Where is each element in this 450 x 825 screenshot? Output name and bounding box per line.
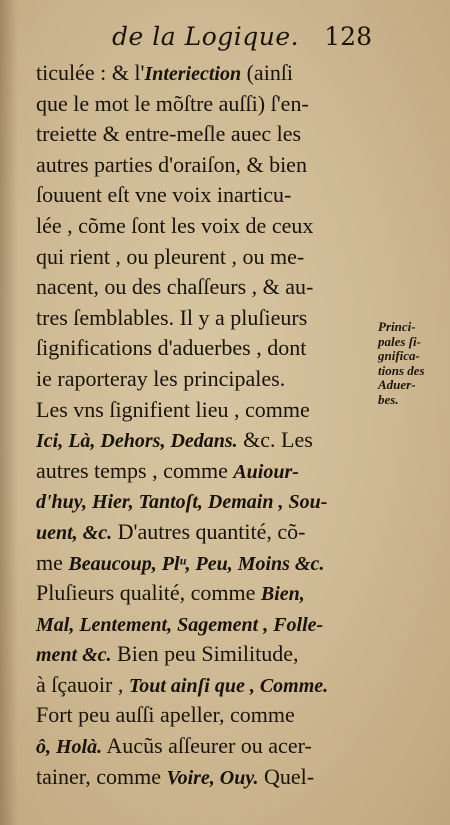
text-line — [36, 517, 378, 548]
italic-run: Ici, Là, Dehors, Dedans. — [36, 430, 238, 453]
roman-run: ie raporteray les principales. — [36, 365, 286, 391]
text-line — [36, 486, 378, 517]
roman-run: D'autres quantité, cõ- — [112, 518, 306, 544]
text-line — [36, 670, 378, 701]
roman-run: Quel- — [258, 763, 315, 789]
margin-note-line: tions des — [378, 362, 425, 378]
italic-run: ment &c. — [36, 644, 112, 667]
text-line — [36, 395, 378, 426]
text-line — [36, 548, 378, 579]
italic-run: ô, Holà. — [36, 736, 103, 759]
text-line — [36, 425, 378, 456]
running-title: de la Logique. — [112, 22, 300, 51]
italic-run: Tout ainſi que , Comme. — [128, 674, 329, 697]
roman-run: me — [36, 549, 69, 575]
italic-run: d'huy, Hier, Tantoſt, Demain , Sou- — [36, 491, 328, 514]
text-line — [36, 333, 378, 364]
roman-run: qui rient , ou pleurent , ou me- — [36, 243, 305, 269]
roman-run: autres parties d'oraiſon, & bien — [36, 151, 307, 177]
text-line — [36, 303, 378, 334]
margin-note-line: Princi- — [378, 319, 416, 334]
text-line — [36, 89, 378, 120]
margin-note-line: pales ſi- — [378, 333, 421, 349]
text-line — [36, 150, 378, 181]
text-line — [36, 242, 378, 273]
roman-run: treiette & entre-meſle auec les — [36, 121, 302, 147]
page-gutter-shadow — [0, 0, 18, 825]
roman-run: autres temps , comme — [36, 457, 234, 483]
roman-run: Pluſieurs qualité, comme — [36, 580, 261, 606]
roman-run: Bien peu Similitude, — [111, 641, 299, 667]
text-line — [36, 364, 378, 395]
italic-run: Bien, — [260, 583, 305, 606]
roman-run: ſignifications d'aduerbes , dont — [36, 335, 307, 361]
roman-run: Aucũs aſſeurer ou acer- — [102, 733, 312, 759]
italic-run: Auiour- — [233, 460, 299, 483]
roman-run: ticulée : & l' — [36, 60, 145, 85]
page-number: 128 — [324, 22, 372, 51]
text-line — [36, 609, 378, 640]
roman-run: tres ſemblables. Il y a pluſieurs — [36, 304, 308, 330]
italic-run: Interiection — [144, 63, 242, 85]
margin-note — [378, 320, 448, 407]
roman-run: que le mot le mõſtre auſſi) ſ'en- — [36, 90, 309, 116]
text-line — [36, 731, 378, 762]
text-line — [36, 272, 378, 303]
italic-run: uent, &c. — [36, 521, 113, 544]
roman-run: Fort peu auſſi apeller, comme — [36, 702, 295, 728]
roman-run: ſouuent eſt vne voix inarticu- — [36, 182, 292, 208]
roman-run: &c. Les — [237, 427, 313, 453]
roman-run: tainer, comme — [36, 763, 167, 789]
italic-run: Voire, Ouy. — [166, 766, 259, 789]
roman-run: à ſçauoir , — [36, 671, 129, 697]
text-line — [36, 762, 378, 793]
italic-run: Beaucoup, Plᵘ, Peu, Moins &c. — [68, 552, 325, 575]
roman-run: nacent, ou des chaſſeurs , & au- — [36, 274, 314, 300]
text-line — [36, 700, 378, 731]
text-line — [36, 639, 378, 670]
roman-run: Les vns ſignifient lieu , comme — [36, 396, 310, 422]
roman-run: (ainſi — [241, 60, 294, 85]
text-line — [36, 211, 378, 242]
text-line — [36, 119, 378, 150]
margin-note-line: gnifica- — [378, 348, 420, 363]
body-text — [36, 58, 378, 792]
text-line — [36, 58, 378, 89]
margin-note-line: Aduer- — [378, 377, 416, 392]
roman-run: lée , cõme ſont les voix de ceux — [36, 212, 314, 238]
running-header — [112, 22, 372, 56]
italic-run: Mal, Lentement, Sagement , Folle- — [36, 613, 324, 636]
text-line — [36, 180, 378, 211]
text-line — [36, 578, 378, 609]
margin-note-line: bes. — [378, 391, 399, 407]
text-line — [36, 456, 378, 487]
